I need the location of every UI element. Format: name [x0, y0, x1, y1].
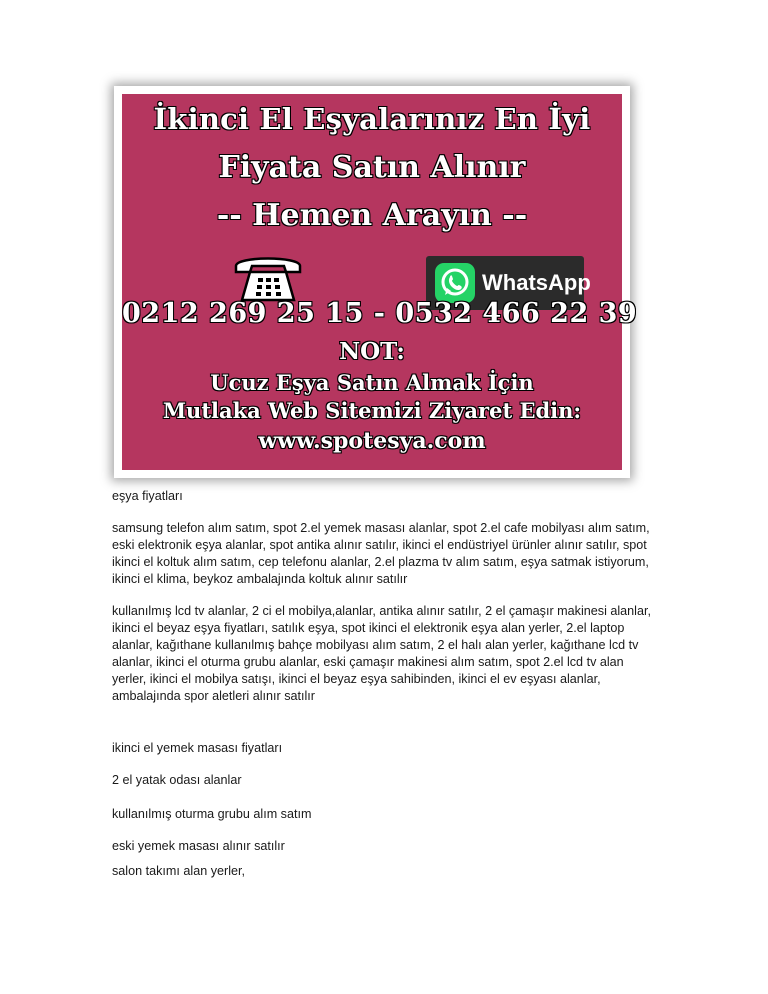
banner-headline-line3: -- Hemen Arayın --: [216, 198, 528, 233]
whatsapp-label: WhatsApp: [482, 270, 591, 295]
telephone-icon: [230, 252, 306, 304]
list-line-3: kullanılmış oturma grubu alım satım: [112, 807, 312, 821]
paragraph-two: kullanılmış lcd tv alanlar, 2 ci el mobilya,alanlar, antika alınır satılır, 2 el çamaşır makinesi alanlar, ikinci el beyaz eşya fiyatları, satılık eşya, spot ikinci el elektronik eşya alan yerler, 2.el laptop alanlar, kağıthane kullanılmış bahçe mobilyası alım satım, 2 el halı alan yerler, kağıthane lcd tv alanlar, ikinci el oturma grubu alanlar, eski çamaşır makinesi alım satım, spot 2.el lcd tv alan yerler, ikinci el mobilya satışı, ikinci el beyaz eşya sahibinden, ikinci el ev eşyası alanlar, ambalajında spor aletleri alınır satılır: [112, 604, 651, 703]
document-title: eşya fiyatları: [112, 489, 183, 503]
phone-numbers: 0212 269 25 15 - 0532 466 22 39: [122, 298, 638, 329]
banner-headline-line2: Fiyata Satın Alınır: [218, 150, 526, 185]
banner-background: [122, 94, 638, 470]
website-url: www.spotesya.com: [258, 428, 486, 454]
banner-headline-line1: İkinci El Eşyalarınız En İyi: [153, 102, 591, 136]
note-line2: Mutlaka Web Sitemizi Ziyaret Edin:: [162, 398, 582, 423]
list-line-5: salon takımı alan yerler,: [112, 864, 245, 878]
list-line-4: eski yemek masası alınır satılır: [112, 839, 285, 853]
paragraph-one: samsung telefon alım satım, spot 2.el yemek masası alanlar, spot 2.el cafe mobilyası alım satım, eski elektronik eşya alanlar, spot antika alınır satılır, ikinci el endüstriyel ürünler alınır satılır, spot ikinci el koltuk alım satım, cep telefonu alanlar, 2.el plazma tv alım satım, eşya satmak istiyorum, ikinci el klima, beykoz ambalajında koltuk alınır satılır: [112, 521, 650, 586]
list-line-1: ikinci el yemek masası fiyatları: [112, 741, 283, 755]
advertisement-banner: [114, 86, 638, 478]
note-line1: Ucuz Eşya Satın Almak İçin: [210, 370, 534, 395]
list-line-2: 2 el yatak odası alanlar: [112, 773, 242, 787]
note-title: NOT:: [339, 338, 405, 365]
